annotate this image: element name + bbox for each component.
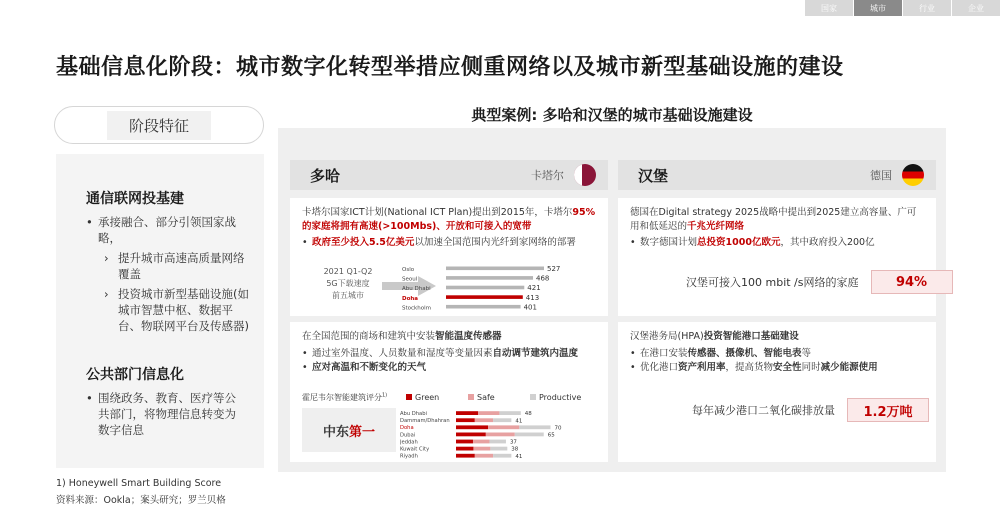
value-label: 401 <box>523 303 537 312</box>
score-chart-legend <box>406 392 596 404</box>
hamburg-kpi-co2 <box>692 398 929 422</box>
card-bullet: • 应对高温和不断变化的天气 <box>302 361 596 375</box>
speed-bar-chart <box>402 262 572 314</box>
legend-label: Productive <box>539 393 582 402</box>
city-name: 汉堡 <box>638 166 669 185</box>
country-name: 德国 <box>870 169 892 182</box>
category-label: Dammam/Dhahran <box>400 418 450 425</box>
bar-segment <box>490 447 507 451</box>
card-bullet: • 数字德国计划总投资1000亿欧元，其中政府投入200亿 <box>630 236 924 250</box>
card-bullet: • 在港口安装传感器、摄像机、智能电表等 <box>630 347 924 361</box>
value-label: 41 <box>515 453 523 460</box>
bar-segment <box>475 418 493 422</box>
kpi-label: 汉堡可接入100 mbit /s网络的家庭 <box>686 276 859 289</box>
section-subbullet: › 提升城市高速高质量网络覆盖 <box>104 250 252 282</box>
card-bullet: • 通过室外温度、人员数量和湿度等变量因素自动调节建筑内温度 <box>302 347 596 361</box>
value-label: 421 <box>527 284 541 293</box>
category-label: Dubai <box>400 432 416 439</box>
kpi-value: 94% <box>871 270 953 294</box>
legend-swatch <box>468 394 474 400</box>
bar-segment <box>456 425 488 429</box>
card-bullet: • 政府至少投入5.5亿美元以加速全国范围内光纤到家网络的部署 <box>302 236 596 250</box>
tab-enterprise[interactable]: 企业 <box>951 0 1000 16</box>
value-label: 41 <box>515 418 523 425</box>
bar-segment <box>478 411 499 415</box>
value-label: 65 <box>547 432 555 439</box>
kpi-label: 每年减少港口二氧化碳排放量 <box>692 404 835 417</box>
legend-swatch <box>406 394 412 400</box>
legend-label: Safe <box>477 393 495 402</box>
source-note: 资料来源：Ookla；案头研究；罗兰贝格 <box>56 495 226 506</box>
speed-chart-caption: 2021 Q1-Q2 5G下载速度 前五城市 <box>323 267 373 300</box>
qatar-flag-icon <box>574 164 596 186</box>
mideast-first-badge: 中东 第一 <box>302 408 396 452</box>
category-label: Kuwait City <box>400 446 430 453</box>
bar <box>446 305 521 309</box>
country-name: 卡塔尔 <box>531 169 564 182</box>
bar-segment <box>515 433 544 437</box>
bar-segment <box>499 411 520 415</box>
value-label: 38 <box>511 446 519 453</box>
germany-flag-icon <box>902 164 924 186</box>
category-label: Doha <box>400 425 414 432</box>
left-panel <box>56 154 264 468</box>
bar <box>446 286 524 290</box>
doha-card-ict <box>290 198 608 316</box>
card-text: 在全国范围的商场和建筑中安装智能温度传感器 <box>302 331 502 342</box>
bar-segment <box>489 440 505 444</box>
category-label: Stockholm <box>402 305 431 312</box>
value-label: 468 <box>536 274 550 283</box>
bar-segment <box>456 418 475 422</box>
value-label: 527 <box>547 265 561 273</box>
category-label: Riyadh <box>400 453 418 460</box>
bar-segment <box>473 447 490 451</box>
category-label: Abu Dhabi <box>402 286 431 293</box>
section-title-network: 通信联网投基建 <box>86 191 184 207</box>
category-label: Jeddah <box>400 439 418 446</box>
category-label: Abu Dhabi <box>400 411 427 417</box>
bar-segment <box>493 454 511 458</box>
hamburg-card-fiber <box>618 198 936 316</box>
top-nav <box>804 0 1000 16</box>
bar <box>446 276 533 280</box>
value-label: 70 <box>554 425 562 432</box>
card-bullet: • 优化港口资产利用率，提高货物安全性同时减少能源使用 <box>630 361 924 375</box>
bar-segment <box>475 454 493 458</box>
value-label: 37 <box>509 439 517 446</box>
tab-industry[interactable]: 行业 <box>902 0 951 16</box>
score-bar-chart <box>400 408 600 462</box>
stage-label: 阶段特征 <box>107 111 211 140</box>
tab-city[interactable]: 城市 <box>853 0 902 16</box>
bar-segment <box>488 425 519 429</box>
stage-pill <box>54 106 264 144</box>
page-title: 基础信息化阶段：城市数字化转型举措应侧重网络以及城市新型基础设施的建设 <box>56 55 844 80</box>
case-title: 典型案例: 多哈和汉堡的城市基础设施建设 <box>471 106 753 124</box>
card-text: 汉堡港务局(HPA)投资智能港口基础建设 <box>630 331 799 342</box>
bar-segment <box>456 447 473 451</box>
bar <box>446 295 523 299</box>
category-label: Seoul <box>402 276 418 283</box>
hamburg-kpi-households <box>686 270 953 294</box>
tab-country[interactable]: 国家 <box>804 0 853 16</box>
bar-segment <box>456 433 486 437</box>
bar-segment <box>456 411 478 415</box>
card-text: 德国在Digital strategy 2025战略中提出到2025建立高容量、广可用和低延迟的千兆光纤网络 <box>630 207 917 232</box>
section-bullet: • 围绕政务、教育、医疗等公共部门，将物理信息转变为数字信息 <box>86 390 246 438</box>
kpi-value: 1.2万吨 <box>847 398 929 422</box>
category-label: Doha <box>402 295 418 302</box>
footnote: 1) Honeywell Smart Building Score <box>56 478 222 489</box>
score-label: 霍尼韦尔智能建筑评分$^{1)}$ <box>302 392 388 402</box>
value-label: 48 <box>524 411 532 418</box>
bar-segment <box>456 454 475 458</box>
legend-label: Green <box>415 393 440 402</box>
card-text: 卡塔尔国家ICT计划(National ICT Plan)提出到2015年，卡塔尔95%的家庭将拥有高速(>100Mbs)、开放和可接入的宽带 <box>302 207 596 232</box>
legend-swatch <box>530 394 536 400</box>
bar-segment <box>493 418 511 422</box>
bar-segment <box>519 425 550 429</box>
value-label: 413 <box>525 293 540 302</box>
city-name: 多哈 <box>310 166 341 185</box>
hamburg-card-port <box>618 322 936 462</box>
section-title-public-sector: 公共部门信息化 <box>86 367 184 383</box>
section-bullet: • 承接融合、部分引领国家战略， <box>86 214 246 246</box>
hamburg-header <box>618 160 936 190</box>
bar-segment <box>456 440 473 444</box>
bar-segment <box>486 433 515 437</box>
bar <box>446 267 544 271</box>
section-subbullet: › 投资城市新型基础设施(如城市智慧中枢、数据平台、物联网平台及传感器) <box>104 286 252 334</box>
bar-segment <box>473 440 489 444</box>
doha-header <box>290 160 608 190</box>
category-label: Oslo <box>402 267 415 273</box>
